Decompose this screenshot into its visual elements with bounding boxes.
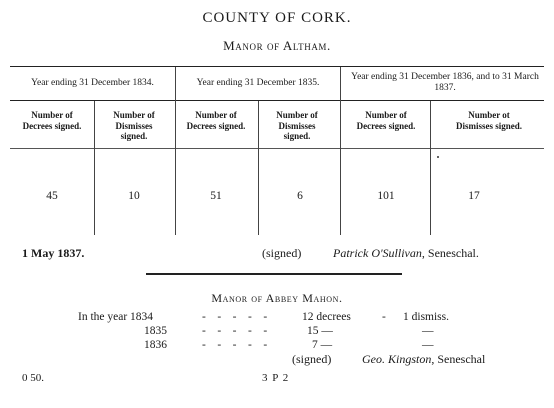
leader-dashes: - - - - - (202, 325, 268, 337)
stray-dot (437, 156, 439, 158)
signer-title-2: , Seneschal (431, 352, 486, 366)
dismiss-count: 1 dismiss. (403, 311, 450, 323)
period-divider-2 (340, 67, 341, 235)
col-header-dismisses-1835: Number of Dismisses signed. (276, 110, 318, 141)
col-divider-1 (94, 101, 95, 235)
value-dismisses-1834: 10 (128, 190, 140, 202)
separator-dash: - (382, 311, 386, 323)
leader-dashes: - - - - - (202, 311, 268, 323)
footer-left-mark: 0 50. (22, 372, 44, 384)
leader-dashes: - - - - - (202, 339, 268, 351)
period-header-1834: Year ending 31 December 1834. (31, 78, 154, 88)
value-decrees-1836: 101 (377, 190, 395, 202)
period-header-1836: Year ending 31 December 1836, and to 31 March 1837. (351, 72, 539, 93)
signer-name-2: Geo. Kingston (362, 352, 432, 366)
dismiss-count: — (422, 325, 434, 337)
col-header-decrees-1834: Number of Decrees signed. (22, 110, 82, 131)
date-line: 1 May 1837. (22, 246, 85, 260)
signer-name-1: Patrick O'Sullivan (333, 246, 422, 260)
signed-label-2: (signed) (292, 352, 332, 366)
value-decrees-1835: 51 (210, 190, 222, 202)
dismiss-count: — (422, 339, 434, 351)
seneschal-signature-1 (333, 246, 479, 261)
table-top-rule (10, 66, 544, 67)
decrees-count: 15 — (307, 325, 333, 337)
col-header-decrees-1835: Number of Decrees signed. (186, 110, 246, 131)
signer-title-1: , Seneschal. (421, 246, 479, 260)
col-divider-2 (258, 101, 259, 235)
period-header-1835: Year ending 31 December 1835. (196, 78, 320, 88)
value-dismisses-1835: 6 (297, 190, 303, 202)
decrees-count: 12 decrees (302, 311, 351, 323)
year-label: In the year 1834 (78, 311, 154, 323)
table-subheader-rule (10, 148, 544, 149)
section-separator (146, 273, 402, 275)
period-divider-1 (175, 67, 176, 235)
value-dismisses-1836: 17 (468, 190, 480, 202)
year-label: 1835 (144, 325, 167, 337)
decrees-count: 7 — (312, 339, 333, 351)
manor-altham-title: Manor of Altham. (223, 38, 331, 53)
signature-mark: 3 P 2 (262, 372, 290, 384)
seneschal-signature-2 (362, 352, 485, 367)
manor-abbey-mahon-title: Manor of Abbey Mahon. (211, 291, 343, 305)
value-decrees-1834: 45 (46, 190, 58, 202)
county-title: COUNTY OF CORK. (202, 10, 352, 26)
signed-label-1: (signed) (262, 246, 302, 260)
col-header-dismisses-1836: Number ot Dismisses signed. (456, 110, 523, 131)
table-header-rule (10, 100, 544, 101)
col-header-decrees-1836: Number of Decrees signed. (356, 110, 416, 131)
year-label: 1836 (144, 339, 167, 351)
col-header-dismisses-1834: Number of Dismisses signed. (113, 110, 155, 141)
col-divider-3 (430, 101, 431, 235)
